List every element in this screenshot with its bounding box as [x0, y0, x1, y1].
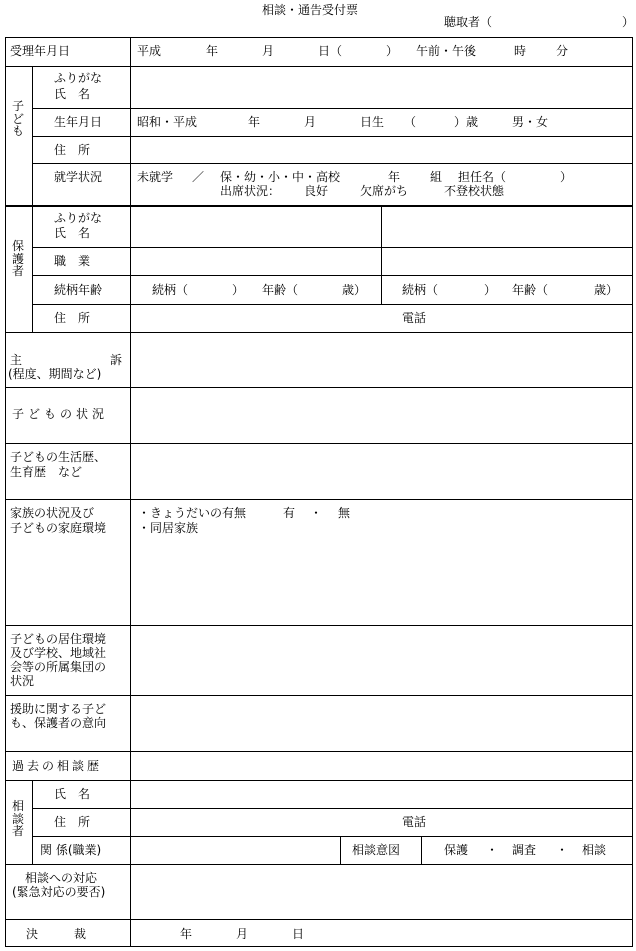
consulter-option-dot-1: ・ — [486, 843, 499, 857]
guardian-rel1-close: ） — [232, 283, 245, 297]
child-attendance-absent: 欠席がち — [360, 184, 409, 198]
consulter-name-label: 氏 名 — [54, 787, 91, 801]
intention-label-1: 援助に関する子ど — [10, 702, 107, 716]
complaint-label-1: 主 — [10, 353, 23, 367]
guardian-address-label: 住 所 — [54, 311, 91, 325]
guardian-rel2: 続柄（ — [402, 283, 439, 297]
decision-day: 日 — [292, 927, 305, 941]
child-address-label: 住 所 — [54, 143, 91, 157]
family-label-2: 子どもの家庭環境 — [10, 521, 107, 535]
guardian-phone-label: 電話 — [402, 311, 427, 325]
consulter-group-label: 相談者 — [11, 799, 24, 839]
child-school-teacher: 担任名（ — [458, 170, 507, 184]
environment-label-2: 及び学校、地域社 — [10, 646, 107, 660]
reception-ampm: 午前・午後 — [416, 44, 477, 58]
intention-label-2: も、保護者の意向 — [10, 716, 107, 730]
form-title: 相談・通告受付票 — [262, 3, 359, 17]
complaint-label-2: 訴 — [110, 353, 123, 367]
child-school-class: 組 — [430, 170, 443, 184]
response-label-1: 相談への対応 — [25, 871, 98, 885]
guardian-rel2-close: ） — [484, 283, 497, 297]
child-birth-year: 年 — [248, 115, 261, 129]
guardian-furigana-label: ふりがな — [54, 211, 103, 225]
consulter-address-label: 住 所 — [54, 815, 91, 829]
consulter-option-consult: 相談 — [582, 843, 607, 857]
reception-minute: 分 — [556, 44, 569, 58]
consulter-option-survey: 調査 — [512, 843, 537, 857]
consulter-option-protect: 保護 — [444, 843, 469, 857]
environment-label-3: 会等の所属集団の — [10, 660, 107, 674]
child-age-close: ）歳 — [454, 115, 479, 129]
guardian-group-label: 保護者 — [11, 239, 24, 279]
family-siblings-note: ・きょうだいの有無 — [138, 506, 247, 520]
guardian-rel1: 続柄（ — [152, 283, 189, 297]
guardian-age1: 年齢（ — [262, 283, 299, 297]
family-cohabit-note: ・同居家族 — [138, 521, 199, 535]
consulter-phone-label: 電話 — [402, 815, 427, 829]
child-attendance-good: 良好 — [304, 184, 329, 198]
child-school-preschool: 未就学 — [137, 170, 174, 184]
child-furigana-label: ふりがな — [54, 71, 103, 85]
child-group-label: 子ども — [11, 99, 24, 139]
child-school-label: 就学状況 — [54, 170, 103, 184]
child-school-year: 年 — [388, 170, 401, 184]
guardian-job-label: 職 業 — [54, 254, 91, 268]
family-siblings-dot: ・ — [310, 506, 323, 520]
consulter-intent-label: 相談意図 — [352, 843, 401, 857]
past-consult-label: 過去の相談歴 — [12, 759, 103, 773]
child-birth-day: 日生 — [360, 115, 385, 129]
child-age-open: （ — [404, 115, 417, 129]
child-birth-label: 生年月日 — [54, 115, 103, 129]
guardian-rel-label: 続柄年齢 — [54, 283, 103, 297]
history-label-1: 子どもの生活歴、 — [10, 450, 107, 464]
child-school-slash: ／ — [192, 170, 205, 184]
reception-close: ） — [386, 44, 399, 58]
child-school-teacher-close: ） — [560, 170, 573, 184]
response-label-2: (緊急対応の要否) — [12, 885, 106, 899]
child-school-types: 保・幼・小・中・高校 — [220, 170, 341, 184]
decision-month: 月 — [236, 927, 249, 941]
guardian-age1-close: 歳） — [342, 283, 367, 297]
reception-label: 受理年月日 — [10, 44, 71, 58]
guardian-age2: 年齢（ — [512, 283, 549, 297]
environment-label-4: 状況 — [10, 674, 35, 688]
family-siblings-no: 無 — [338, 506, 351, 520]
reception-month: 月 — [262, 44, 275, 58]
reception-day: 日（ — [318, 44, 343, 58]
interviewer-label: 聴取者（ — [444, 15, 493, 29]
interviewer-close: ） — [622, 15, 635, 29]
environment-label-1: 子どもの居住環境 — [10, 632, 107, 646]
decision-year: 年 — [180, 927, 193, 941]
history-label-2: 生育歴 など — [10, 465, 83, 479]
child-birth-era: 昭和・平成 — [137, 115, 198, 129]
complaint-label-3: (程度、期間など) — [8, 367, 102, 381]
guardian-name-label: 氏 名 — [54, 226, 91, 240]
family-siblings-yes: 有 — [283, 506, 296, 520]
child-birth-month: 月 — [304, 115, 317, 129]
reception-year: 年 — [206, 44, 219, 58]
reception-hour: 時 — [514, 44, 527, 58]
consulter-relation-label: 関 係(職業) — [40, 843, 102, 857]
child-attendance-refuse: 不登校状態 — [444, 184, 505, 198]
child-name-label: 氏 名 — [54, 87, 91, 101]
guardian-age2-close: 歳） — [594, 283, 619, 297]
consulter-option-dot-2: ・ — [556, 843, 569, 857]
decision-label: 決 裁 — [26, 927, 87, 941]
reception-era: 平成 — [137, 44, 162, 58]
family-label-1: 家族の状況及び — [10, 506, 95, 520]
child-status-label: 子どもの状況 — [12, 407, 109, 421]
child-sex: 男・女 — [512, 115, 549, 129]
child-attendance-label: 出席状況： — [220, 184, 281, 198]
